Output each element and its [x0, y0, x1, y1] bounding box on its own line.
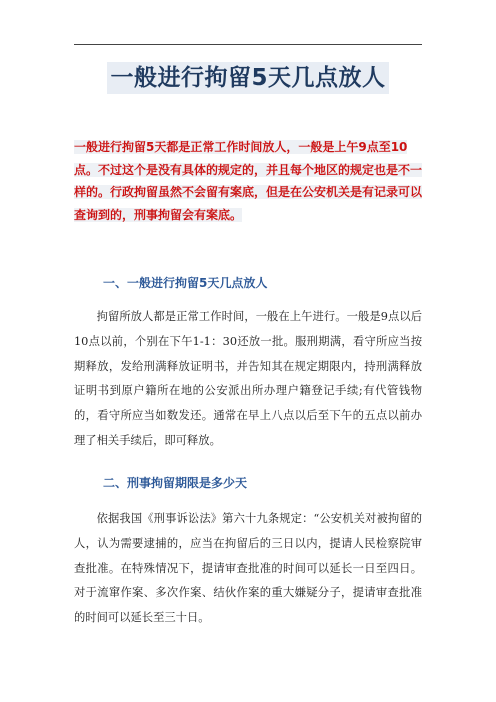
section-body-1: 拘留所放人都是正常工作时间，一般在上午进行。一般是9点以后10点以前，个别在下午1-1：30还放一批。服刑期满，看守所应当按期释放，发给刑满释放证明书，并告知其在规定期限内，持刑满释放证明书到原户籍所在地的公安派出所办理户籍登记手续;有代管钱物的，看守所应当如数发还。通常在早上八点以后至下午的五点以前办理了相关手续后，即可释放。 [74, 310, 422, 447]
section-heading-1: 一、一般进行拘留5天几点放人 [103, 276, 268, 290]
section-heading-2: 二、刑事拘留期限是多少天 [103, 476, 248, 490]
section-body-2: 依据我国《刑事诉讼法》第六十九条规定：“公安机关对被拘留的人，认为需要逮捕的，应当在拘留后的三日以内，提请人民检察院审查批准。在特殊情况下，提请审查批准的时间可以延长一日至四日。对于流窜作案、多次作案、结伙作案的重大嫌疑分子，提请审查批准的时间可以延长至三十日。 [74, 512, 422, 625]
abstract-paragraph [74, 136, 426, 226]
document-title-block [0, 62, 496, 94]
document-title: 一般进行拘留5天几点放人 [107, 62, 388, 94]
abstract-text: 一般进行拘留5天都是正常工作时间放人，一般是上午9点至10点。不过这个是没有具体的规定的，并且每个地区的规定也是不一样的。行政拘留虽然不会留有案底，但是在公安机关是有记录可以查询到的，刑事拘留会有案底。 [74, 140, 423, 222]
header-rule [74, 44, 422, 45]
